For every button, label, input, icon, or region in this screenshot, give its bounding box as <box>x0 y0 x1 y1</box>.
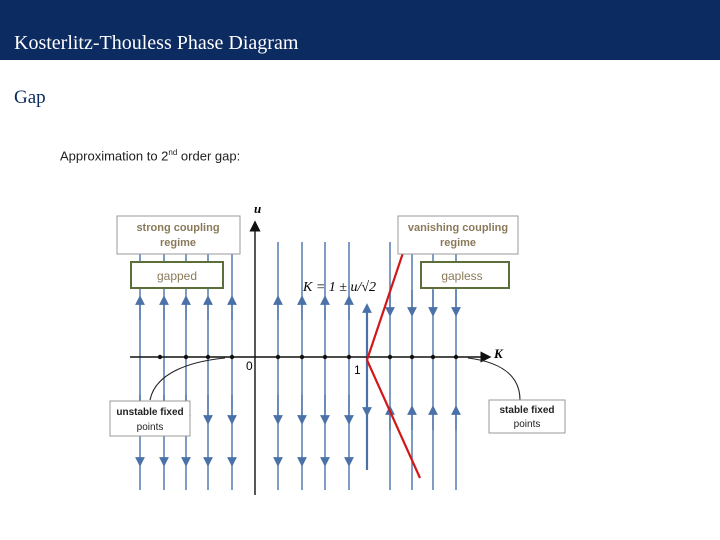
gapped-label: gapped <box>156 269 198 283</box>
unstable-line2: points <box>136 422 164 433</box>
unstable-line1: unstable fixed <box>116 407 184 418</box>
unstable-pointer-arrow <box>150 358 225 400</box>
intro-superscript: nd <box>168 148 178 157</box>
vanishing-coupling-line1: vanishing coupling <box>407 222 509 234</box>
stable-line1: stable fixed <box>499 405 555 416</box>
intro-text-main: Approximation to 2 <box>60 148 169 164</box>
fixed-point-dot <box>300 355 304 359</box>
origin-label: 0 <box>246 359 253 373</box>
fixed-point-dot <box>230 355 234 359</box>
strong-coupling-line2: regime <box>159 237 197 249</box>
u-axis-label: u <box>254 201 262 216</box>
separatrix-equation: K = 1 ± u/√2 <box>303 280 377 295</box>
fixed-point-dot <box>431 355 435 359</box>
fixed-point-dot <box>158 355 162 359</box>
intro-text-tail: order gap: <box>177 148 241 164</box>
stable-pointer-arrow <box>468 358 520 400</box>
fixed-point-dot <box>323 355 327 359</box>
fixed-point-dot <box>347 355 351 359</box>
section-title: Gap <box>14 87 46 108</box>
k-axis-label: K <box>494 346 503 361</box>
fixed-point-dot <box>184 355 188 359</box>
stable-line2: points <box>513 419 541 430</box>
strong-coupling-line1: strong coupling <box>136 222 220 234</box>
fixed-point-dot <box>276 355 280 359</box>
gapless-label: gapless <box>441 269 483 283</box>
fixed-point-dot <box>206 355 210 359</box>
fixed-point-dot <box>454 355 458 359</box>
critical-point-label: 1 <box>354 363 361 377</box>
fixed-point-dot <box>388 355 392 359</box>
vanishing-coupling-line2: regime <box>439 237 477 249</box>
fixed-point-dot <box>410 355 414 359</box>
slide-title: Kosterlitz-Thouless Phase Diagram <box>14 32 299 54</box>
